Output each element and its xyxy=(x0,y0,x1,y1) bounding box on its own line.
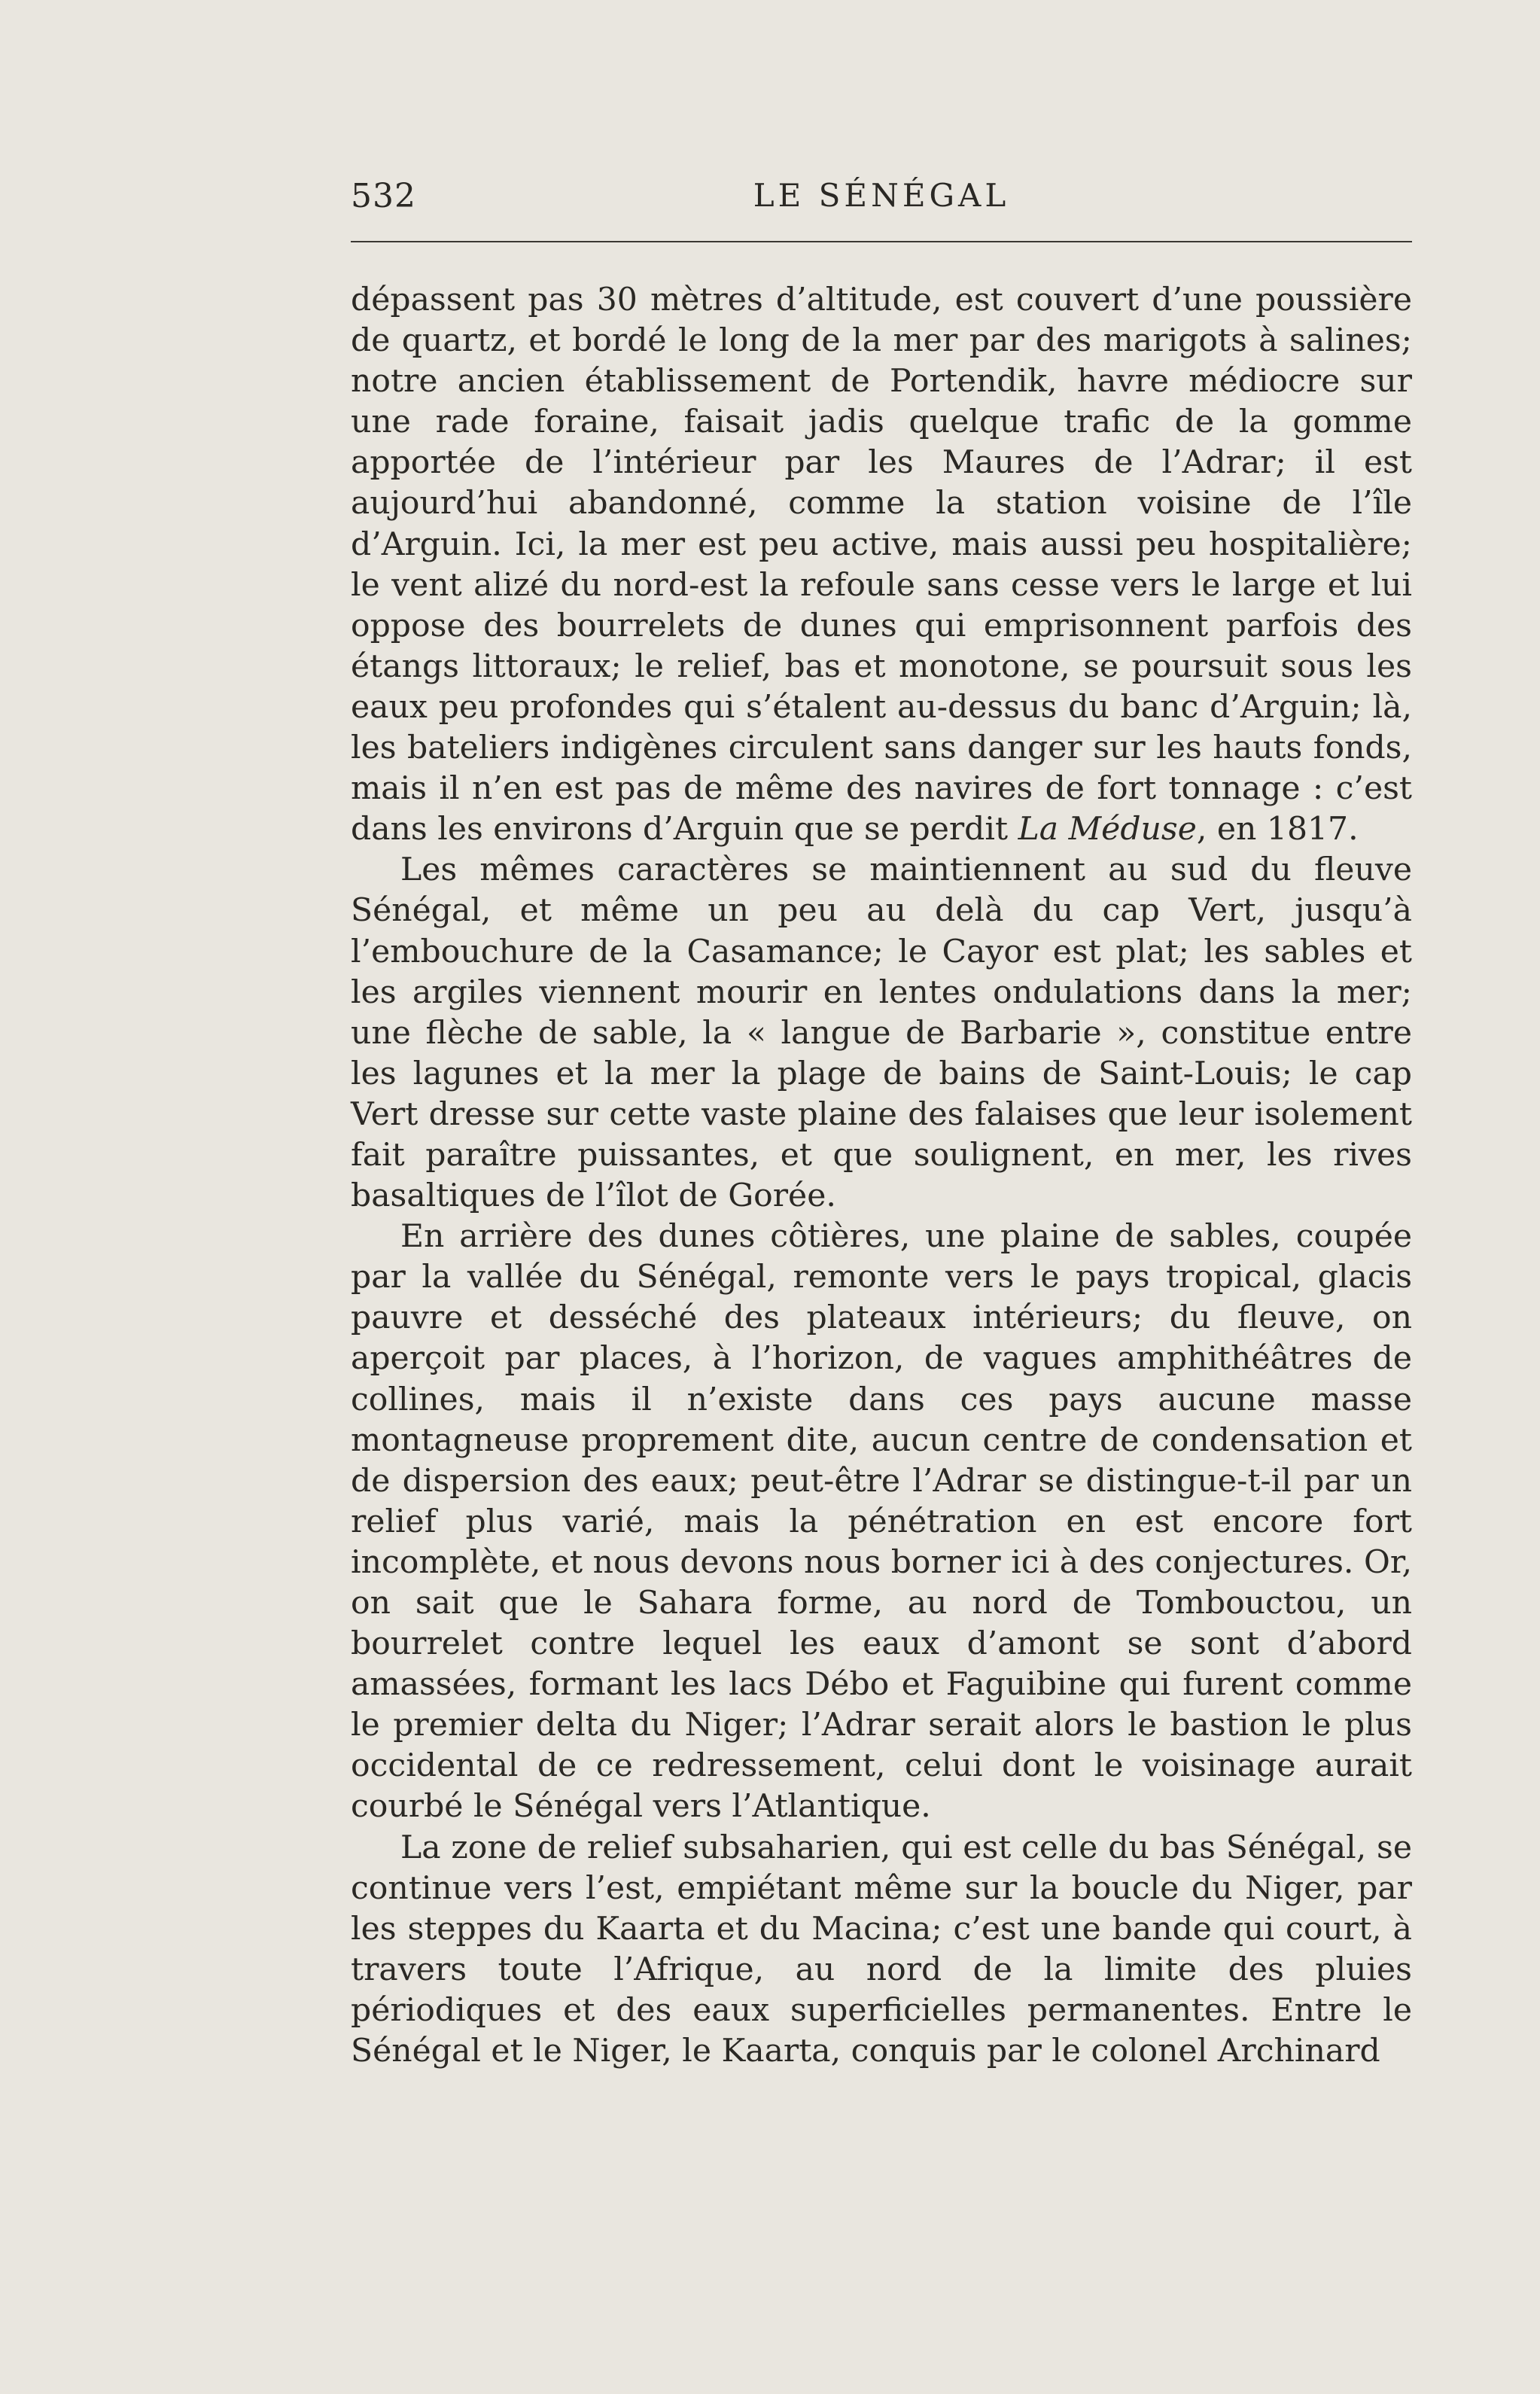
paragraph-4: La zone de relief subsaharien, qui est celle du bas Sénégal, se continue vers l’est, empiétant même sur la boucle du Niger, par les steppes du Kaarta et du Macina; c’est une bande qui court, à travers toute l’Afrique, au nord de la limite des pluies périodiques et des eaux superficielles permanentes. Entre le Sénégal et le Niger, le Kaarta, conquis par le colonel Archinard xyxy=(351,1829,1412,2070)
page-number: 532 xyxy=(351,177,416,215)
running-title: LE SÉNÉGAL xyxy=(753,177,1010,214)
ship-name-italic: La Méduse xyxy=(1018,811,1197,848)
paragraph-1 xyxy=(351,280,1412,850)
header-rule xyxy=(351,241,1412,242)
paragraph-2: Les mêmes caractères se maintiennent au sud du fleuve Sénégal, et même un peu au delà du cap Vert, jusqu’à l’embouchure de la Casamance; le Cayor est plat; les sables et les argiles viennent mourir en lentes ondulations dans la mer; une flèche de sable, la « langue de Barbarie », constitue entre les lagunes et la mer la plage de bains de Saint-Louis; le cap Vert dresse sur cette vaste plaine des falaises que leur isolement fait paraître puissantes, et que soulignent, en mer, les rives basaltiques de l’îlot de Gorée. xyxy=(351,851,1412,1215)
page-header xyxy=(351,177,1412,222)
paragraph-1-text: dépassent pas 30 mètres d’altitude, est couvert d’une poussière de quartz, et bordé le long de la mer par des marigots à salines; notre ancien établissement de Portendik, havre médiocre sur une rade foraine, faisait jadis quelque trafic de la gomme apportée de l’intérieur par les Maures de l’Adrar; il est aujourd’hui abandonné, comme la station voisine de l’île d’Arguin. Ici, la mer est peu active, mais aussi peu hospitalière; le vent alizé du nord-est la refoule sans cesse vers le large et lui oppose des bourrelets de dunes qui emprisonnent parfois des étangs littoraux; le relief, bas et monotone, se poursuit sous les eaux peu profondes qui s’étalent au-dessus du banc d’Arguin; là, les bateliers indigènes circulent sans danger sur les hauts fonds, mais il n’en est pas de même des navires de fort tonnage : c’est dans les environs d’Arguin que se perdit xyxy=(351,282,1412,848)
paragraph-1-end: , en 1817. xyxy=(1196,811,1359,848)
body-text xyxy=(351,280,1412,2072)
paragraph-3: En arrière des dunes côtières, une plaine de sables, coupée par la vallée du Sénégal, remonte vers le pays tropical, glacis pauvre et desséché des plateaux intérieurs; du fleuve, on aperçoit par places, à l’horizon, de vagues amphithéâtres de collines, mais il n’existe dans ces pays aucune masse montagneuse proprement dite, aucun centre de condensation et de dispersion des eaux; peut-être l’Adrar se distingue-t-il par un relief plus varié, mais la pénétration en est encore fort incomplète, et nous devons nous borner ici à des conjectures. Or, on sait que le Sahara forme, au nord de Tombouctou, un bourrelet contre lequel les eaux d’amont se sont d’abord amassées, formant les lacs Débo et Faguibine qui furent comme le premier delta du Niger; l’Adrar serait alors le bastion le plus occidental de ce redressement, celui dont le voisinage aurait courbé le Sénégal vers l’Atlantique. xyxy=(351,1218,1412,1826)
